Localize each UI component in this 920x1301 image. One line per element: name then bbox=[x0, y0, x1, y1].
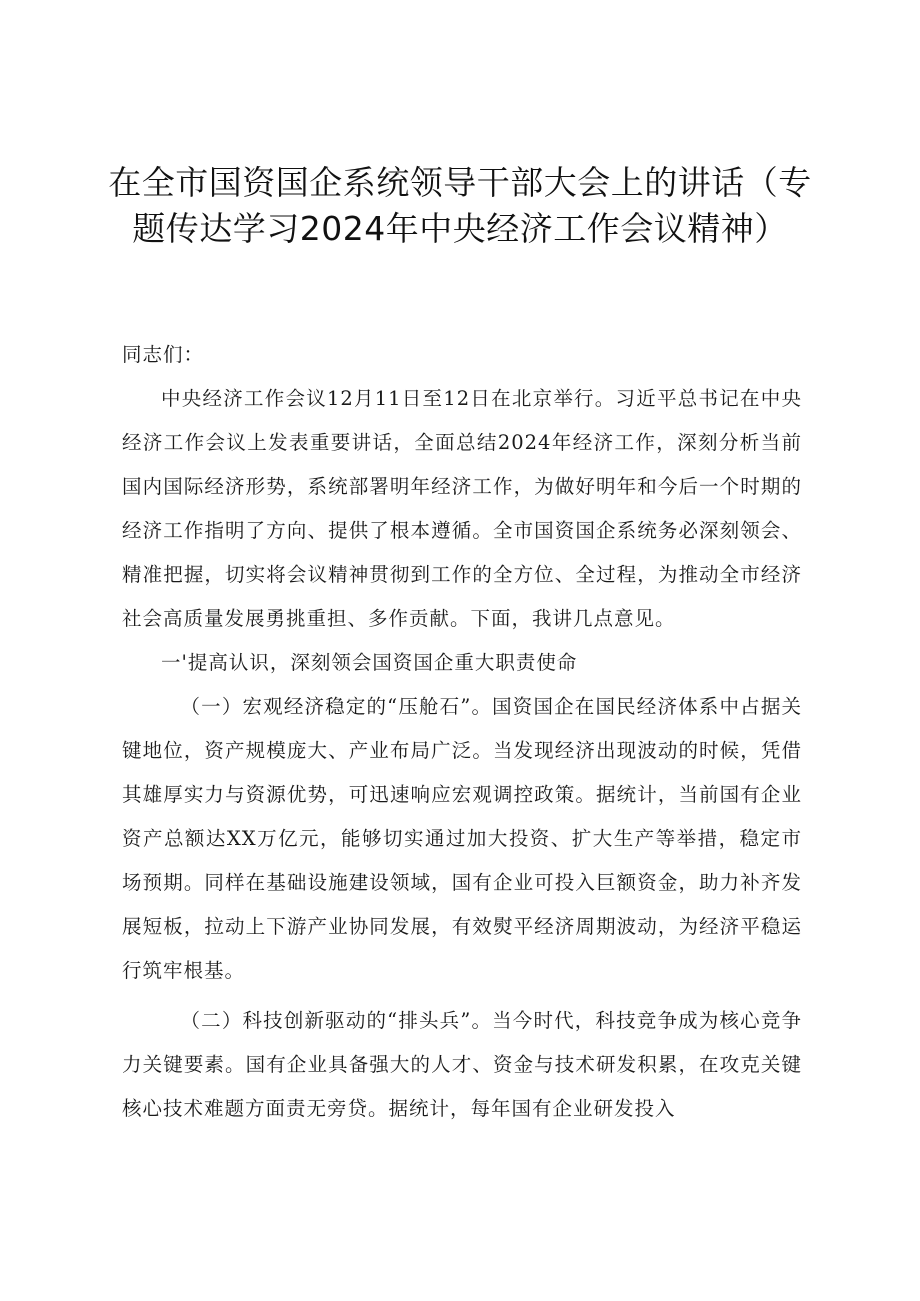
section-heading: 一'提高认识，深刻领会国资国企重大职责使命 bbox=[161, 651, 578, 674]
document-title: 在全市国资国企系统领导干部大会上的讲话（专题传达学习2024年中央经济工作会议精神） bbox=[108, 163, 812, 248]
sub-item-paragraph: （一）宏观经济稳定的“压舱石”。国资国企在国民经济体系中占据关键地位，资产规模庞大、产业布局广泛。当发现经济出现波动的时候，凭借其雄厚实力与资源优势，可迅速响应宏观调控政策。据统计，当前国有企业资产总额达XX万亿元，能够切实通过加大投资、扩大生产等举措，稳定市场预期。同样在基础设施建设领域，国有企业可投入巨额资金，助力补齐发展短板，拉动上下游产业协同发展，有效熨平经济周期波动，为经济平稳运行筑牢根基。 bbox=[122, 695, 802, 982]
sub-item-paragraph: （二）科技创新驱动的“排头兵”。当今时代，科技竞争成为核心竞争力关键要素。国有企业具备强大的人才、资金与技术研发积累，在攻克关键核心技术难题方面责无旁贷。据统计，每年国有企业研发投入 bbox=[122, 1009, 802, 1120]
document-body bbox=[122, 333, 802, 1131]
intro-paragraph: 中央经济工作会议12月11日至12日在北京举行。习近平总书记在中央经济工作会议上发表重要讲话，全面总结2024年经济工作，深刻分析当前国内国际经济形势，系统部署明年经济工作，为做好明年和今后一个时期的经济工作指明了方向、提供了根本遵循。全市国资国企系统务必深刻领会、精准把握，切实将会议精神贯彻到工作的全方位、全过程，为推动全市经济社会高质量发展勇挑重担、多作贡献。下面，我讲几点意见。 bbox=[122, 387, 802, 630]
greeting: 同志们： bbox=[122, 343, 205, 366]
